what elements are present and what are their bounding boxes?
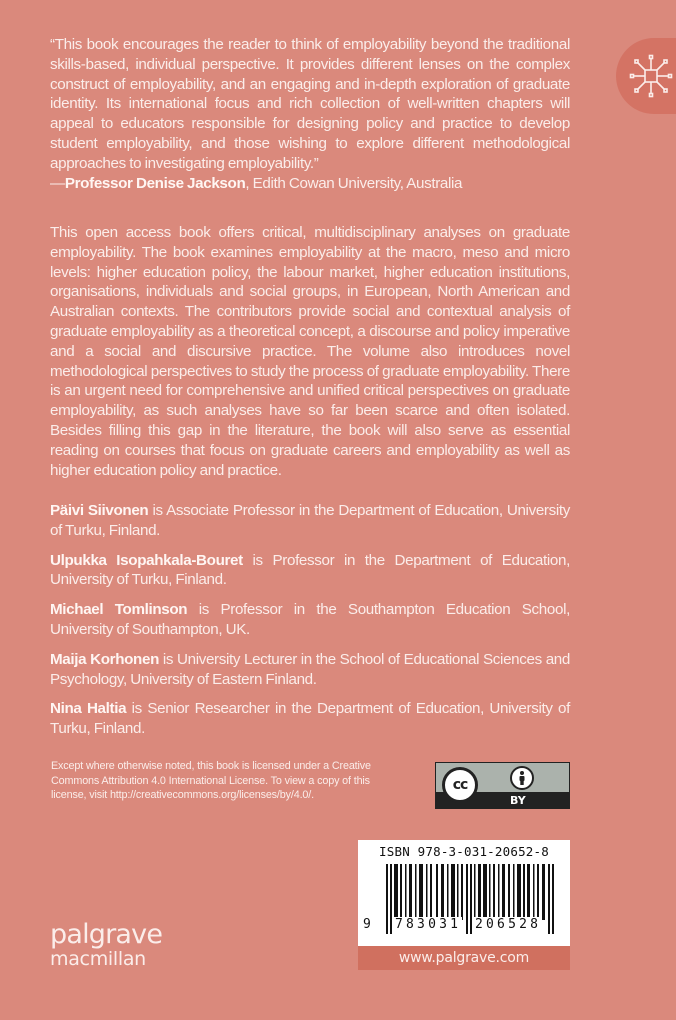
bio-text: is Associate Professor in the Department of Education, University of Turku, Finland. — [50, 502, 571, 539]
publisher-name-line1: palgrave — [50, 919, 163, 950]
bio-text: is Professor in the Southampton Education School, University of Southampton, UK. — [50, 601, 570, 638]
by-label: BY — [510, 794, 526, 807]
corner-badge — [616, 38, 676, 114]
ean-left: 783031 — [395, 917, 462, 932]
editor-bios — [50, 501, 570, 749]
bio-item — [50, 650, 570, 690]
cc-by-badge — [435, 762, 570, 809]
endorsement-quote — [50, 35, 570, 193]
bio-text: is University Lecturer in the School of Educational Sciences and Psychology, University of Eastern Finland. — [50, 650, 570, 688]
bio-name: Nina Haltia — [50, 700, 127, 718]
publisher-name-line2: macmillan — [50, 948, 146, 970]
cc-icon: cc — [442, 767, 478, 803]
network-chip-icon — [628, 53, 674, 99]
bio-text: is Professor in the Department of Education, University of Turku, Finland. — [50, 551, 570, 589]
isbn-label: ISBN 978-3-031-20652-8 — [379, 844, 549, 859]
bio-name: Michael Tomlinson — [50, 601, 188, 619]
bio-item — [50, 551, 570, 591]
book-abstract — [50, 223, 570, 480]
isbn-barcode — [358, 840, 570, 946]
bio-name: Maija Korhonen — [50, 650, 159, 668]
quote-attribution — [50, 174, 570, 194]
license-notice: Except where otherwise noted, this book is licensed under a Creative Commons Attribution 4.0 International License. To view a copy of this license, visit http://creativecommons.org/licenses/by/4.0/. — [51, 760, 371, 801]
quote-author: Professor Denise Jackson — [64, 174, 246, 192]
ean-lead: 9 — [363, 917, 371, 932]
bio-item — [50, 600, 570, 640]
publisher-url[interactable]: www.palgrave.com — [358, 946, 570, 970]
bio-text: is Senior Researcher in the Department of Education, University of Turku, Finland. — [50, 700, 570, 738]
quote-affiliation: , Edith Cowan University, Australia — [245, 174, 463, 192]
bio-name: Ulpukka Isopahkala-Bouret — [50, 551, 243, 569]
bio-item — [50, 501, 570, 541]
attribution-person-icon — [510, 766, 534, 790]
quote-text: “This book encourages the reader to think of employability beyond the traditional skills-based, individual perspective. It provides different lenses on the complex construct of employability, and an engaging and in-depth exploration of graduate identity. Its international focus and rich collection of well-written chapters will appeal to educators responsible for designing policy and practice to develop student employability, and those wishing to explore different methodological approaches to investigating employability.” — [50, 36, 570, 172]
abstract-text: This open access book offers critical, multidisciplinary analyses on graduate employability. The book examines employability at the macro, meso and micro levels: higher education policy, the labour market, higher education institutions, organisations, individuals and social groups, in European, North American and Australian contexts. The contributors provide social and contextual analysis of graduate employability as a theoretical concept, a discourse and policy imperative and a social and discursive practice. The volume also introduces novel methodological perspectives to study the process of graduate employability. There is an urgent need for comprehensive and unified critical perspectives on graduate employability, as such analyses have so far been scarce and often isolated. Besides filling this gap in the literature, the book will also serve as essential reading on courses that focus on graduate careers and employability as well as higher education policy and practice. — [50, 224, 570, 479]
publisher-logo — [50, 919, 163, 970]
quote-dash: — — [50, 174, 65, 192]
ean-right: 206528 — [475, 917, 542, 932]
bio-item — [50, 699, 570, 739]
bio-name: Päivi Siivonen — [50, 502, 149, 519]
